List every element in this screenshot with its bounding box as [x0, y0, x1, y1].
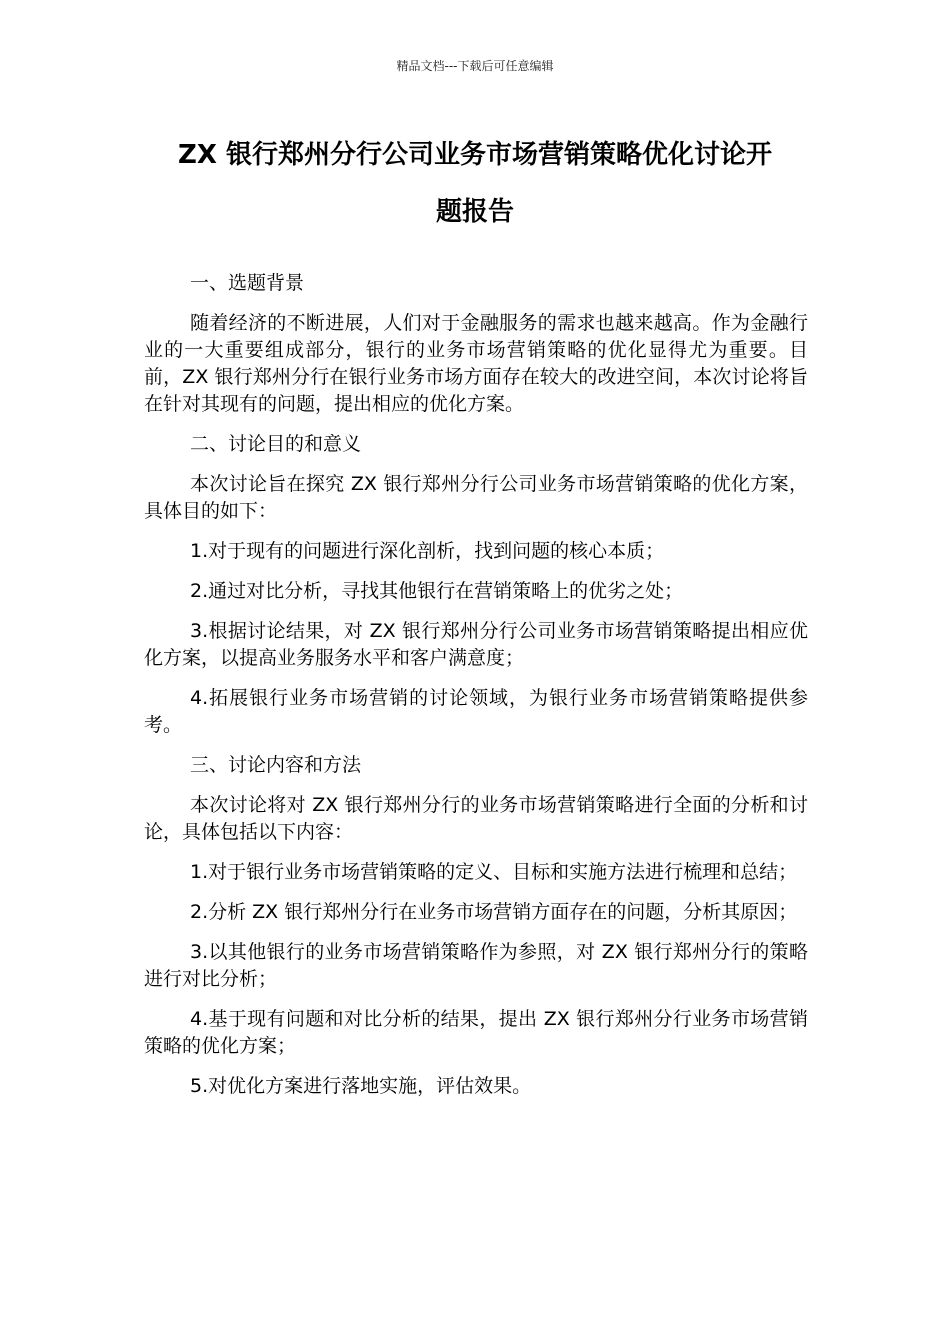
document-title-line-1: ZX 银行郑州分行公司业务市场营销策略优化讨论开 [178, 140, 772, 170]
section-heading-purpose: 二、讨论目的和意义 [190, 433, 362, 455]
document-body [144, 270, 808, 1113]
paragraph-content-intro: 本次讨论将对 ZX 银行郑州分行的业务市场营销策略进行全面的分析和讨论，具体包括以下内容： [144, 794, 808, 843]
purpose-item-2: 2.通过对比分析，寻找其他银行在营销策略上的优劣之处； [190, 580, 684, 602]
paragraph-background: 随着经济的不断进展，人们对于金融服务的需求也越来越高。作为金融行业的一大重要组成部分，银行的业务市场营销策略的优化显得尤为重要。目前，ZX 银行郑州分行在银行业务市场方面存在较大的改进空间，本次讨论将旨在针对其现有的问题，提出相应的优化方案。 [144, 312, 808, 415]
section-heading-background: 一、选题背景 [190, 272, 305, 294]
content-item-4: 4.基于现有问题和对比分析的结果，提出 ZX 银行郑州分行业务市场营销策略的优化方案； [144, 1008, 808, 1057]
content-item-3: 3.以其他银行的业务市场营销策略作为参照，对 ZX 银行郑州分行的策略进行对比分析； [144, 941, 808, 990]
purpose-item-1: 1.对于现有的问题进行深化剖析，找到问题的核心本质； [190, 540, 665, 562]
purpose-item-3: 3.根据讨论结果，对 ZX 银行郑州分行公司业务市场营销策略提出相应优化方案，以提高业务服务水平和客户满意度； [144, 620, 808, 669]
content-item-5: 5.对优化方案进行落地实施，评估效果。 [190, 1075, 532, 1097]
content-item-2: 2.分析 ZX 银行郑州分行在业务市场营销方面存在的问题，分析其原因； [190, 901, 798, 923]
purpose-item-4: 4.拓展银行业务市场营销的讨论领域，为银行业务市场营销策略提供参考。 [144, 687, 808, 736]
document-title-line-2: 题报告 [435, 197, 514, 227]
paragraph-purpose-intro: 本次讨论旨在探究 ZX 银行郑州分行公司业务市场营销策略的优化方案，具体目的如下： [144, 473, 808, 522]
header-note: 精品文档---下载后可任意编辑 [396, 59, 554, 73]
content-item-1: 1.对于银行业务市场营销策略的定义、目标和实施方法进行梳理和总结； [190, 861, 798, 883]
section-heading-content-method: 三、讨论内容和方法 [190, 754, 362, 776]
